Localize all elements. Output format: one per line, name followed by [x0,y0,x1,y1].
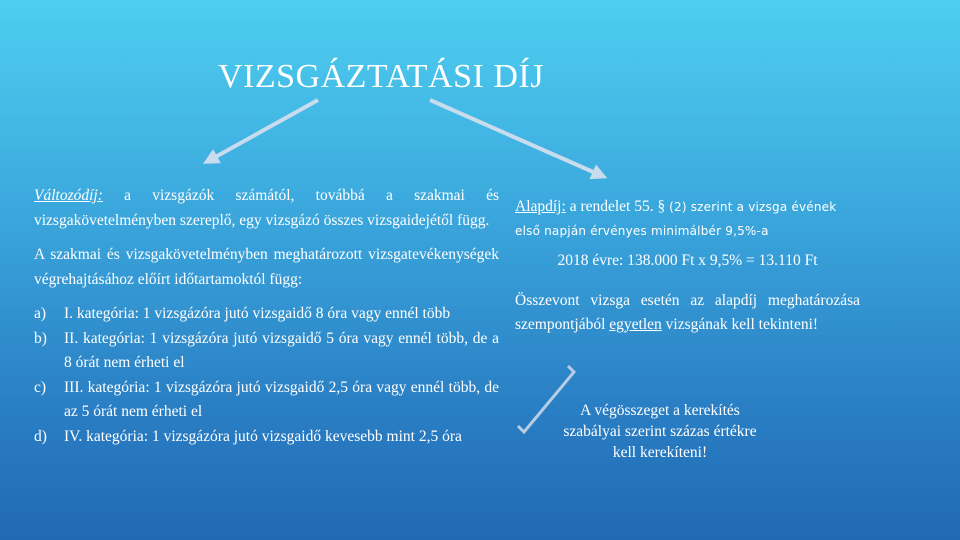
variable-fee-text: a vizsgázók számától, továbbá a szakmai és vizsgakövetelményben szereplő, egy vizsgázó összes vizsgaidejétől függ. [34,187,499,229]
base-fee-paragraph [515,195,860,243]
base-fee-text: a rendelet 55. § [565,198,670,215]
year-calculation: 2018 évre: 138.000 Ft x 9,5% = 13.110 Ft [557,252,818,269]
list-item: d) IV. kategória: 1 vizsgázóra jutó vizsgaidő kevesebb mint 2,5 óra [34,427,462,445]
arrow-right-icon [430,100,600,175]
combined-underlined-word: egyetlen [609,315,662,333]
list-item: c) III. kategória: 1 vizsgázóra jutó vizsgaidő 2,5 óra vagy ennél több, de az 5 órát nem érheti el [34,378,499,420]
list-item: a) I. kategória: 1 vizsgázóra jutó vizsgaidő 8 óra vagy ennél több [34,305,451,322]
slide-title: VIZSGÁZTATÁSI DÍJ [218,58,544,95]
duration-paragraph: A szakmai és vizsgakövetelményben meghatározott vizsgatevékenységek végrehajtásához előírt időtartamoktól függ: [34,246,499,288]
arrow-left-icon [210,100,318,160]
list-item: b) II. kategória: 1 vizsgázóra jutó vizsgaidő 5 óra vagy ennél több, de a 8 órát nem érheti el [34,329,499,371]
base-fee-label: Alapdíj: [515,198,566,215]
variable-fee-paragraph [34,184,499,233]
base-fee-small-text: (2) szerint a vizsga évének első napján érvényes minimálbér 9,5%-a [515,200,837,238]
left-column [34,184,499,449]
rounding-note: A végösszeget a kerekítés szabályai szerint százas értékre kell kerekíteni! [563,402,757,461]
category-list [34,302,499,449]
right-column [515,195,860,352]
variable-fee-label: Változódíj: [34,187,103,204]
combined-exam-paragraph: Összevont vizsga esetén az alapdíj meghatározása szempontjából egyetlen vizsgának kell tekinteni! [515,291,860,333]
